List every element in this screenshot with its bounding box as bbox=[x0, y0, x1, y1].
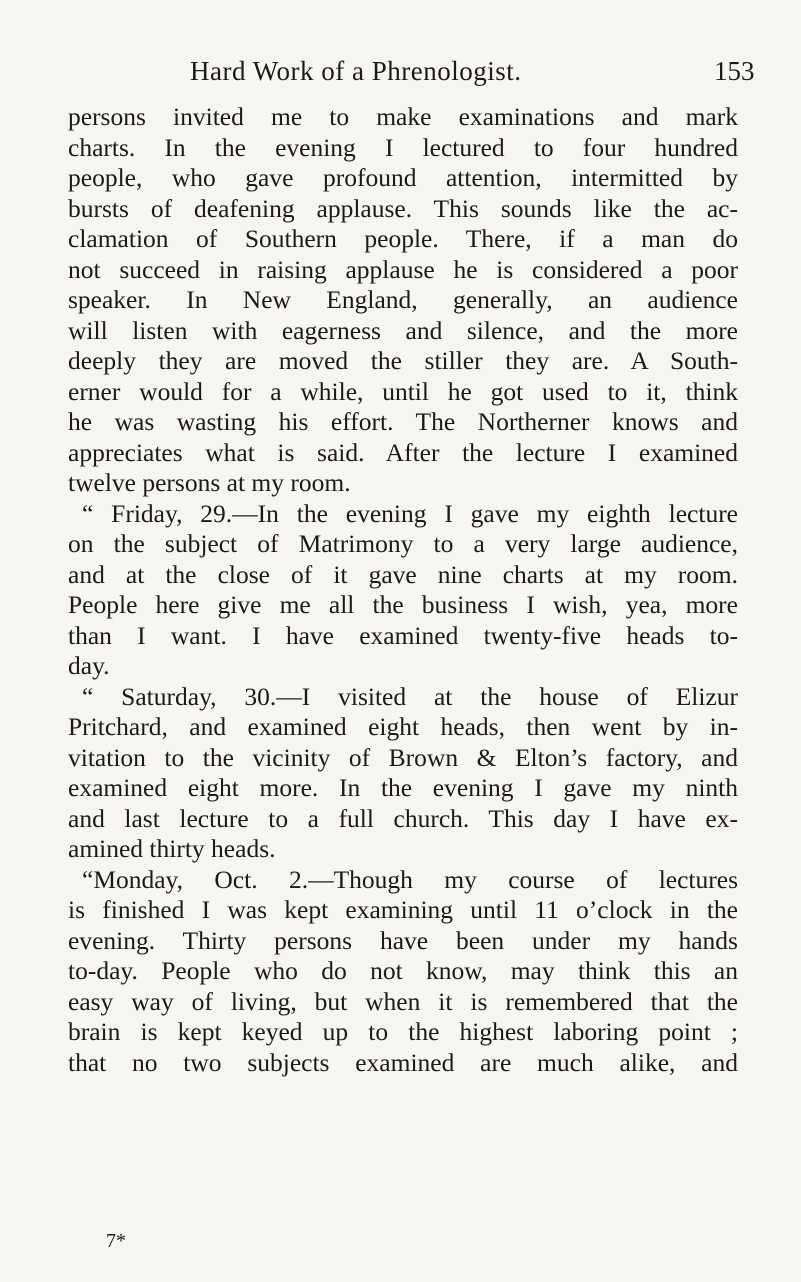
text-line: Pritchard, and examined eight heads, then went by in- bbox=[68, 712, 738, 741]
text-line: “Monday, Oct. 2.—Though my course of lectures bbox=[82, 864, 738, 894]
text-line: brain is kept keyed up to the highest laboring point ; bbox=[68, 1017, 738, 1046]
text-line: deeply they are moved the stiller they are. A South- bbox=[68, 346, 738, 375]
text-line: “ Friday, 29.—In the evening I gave my eighth lecture bbox=[82, 498, 738, 528]
text-line: erner would for a while, until he got used to it, think bbox=[68, 376, 738, 406]
text-line: evening. Thirty persons have been under my hands bbox=[68, 925, 738, 955]
signature-mark: 7* bbox=[106, 1230, 126, 1252]
text-line: that no two subjects examined are much alike, and bbox=[68, 1047, 738, 1077]
running-head: Hard Work of a Phrenologist. bbox=[190, 56, 522, 86]
text-line: appreciates what is said. After the lecture I examined bbox=[68, 437, 738, 467]
text-line: is finished I was kept examining until 11 o’clock in the bbox=[68, 895, 738, 924]
text-line: day. bbox=[68, 651, 110, 680]
text-line: and last lecture to a full church. This day I have ex- bbox=[68, 803, 738, 833]
text-line: amined thirty heads. bbox=[68, 834, 276, 863]
text-line: easy way of living, but when it is remembered that the bbox=[68, 986, 738, 1016]
text-line: examined eight more. In the evening I gave my ninth bbox=[68, 773, 738, 802]
text-line: speaker. In New England, generally, an audience bbox=[68, 285, 738, 314]
body-text bbox=[68, 102, 738, 1078]
text-line: bursts of deafening applause. This sounds like the ac- bbox=[68, 193, 738, 223]
text-line: charts. In the evening I lectured to four hundred bbox=[68, 132, 738, 162]
text-line: twelve persons at my room. bbox=[68, 468, 351, 497]
text-line: will listen with eagerness and silence, and the more bbox=[68, 315, 738, 345]
text-line: on the subject of Matrimony to a very large audience, bbox=[68, 529, 738, 558]
text-line: he was wasting his effort. The Northerner knows and bbox=[68, 407, 738, 436]
text-line: “ Saturday, 30.—I visited at the house of Elizur bbox=[82, 681, 738, 711]
text-line: clamation of Southern people. There, if a man do bbox=[68, 224, 738, 253]
text-line: people, who gave profound attention, intermitted by bbox=[68, 163, 738, 192]
text-line: not succeed in raising applause he is considered a poor bbox=[68, 254, 738, 284]
text-line: persons invited me to make examinations and mark bbox=[68, 102, 738, 131]
page-number: 153 bbox=[714, 56, 755, 86]
text-line: than I want. I have examined twenty-five heads to- bbox=[68, 620, 738, 650]
text-line: to-day. People who do not know, may think this an bbox=[68, 956, 738, 985]
text-line: People here give me all the business I wish, yea, more bbox=[68, 590, 738, 619]
text-line: and at the close of it gave nine charts at my room. bbox=[68, 559, 738, 589]
text-line: vitation to the vicinity of Brown & Elton’s factory, and bbox=[68, 742, 738, 772]
